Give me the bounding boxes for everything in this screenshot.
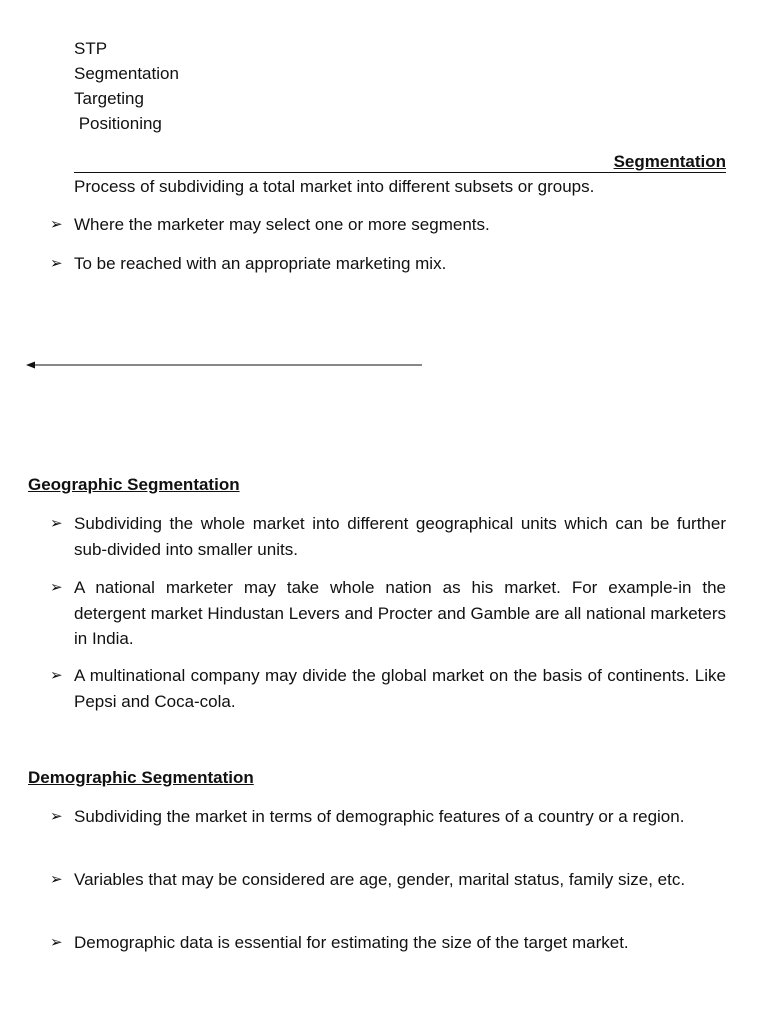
bullet-text: Variables that may be considered are age, gender, marital status, family size, etc. xyxy=(74,870,686,889)
bullet-text: To be reached with an appropriate marketing mix. xyxy=(74,254,447,273)
arrow-bullet-icon: ➢ xyxy=(50,255,63,272)
segmentation-bullet xyxy=(50,212,726,238)
bullet-text: A national marketer may take whole nation as his market. For example-in the detergent market Hindustan Levers and Procter and Gamble are all national marketers in India. xyxy=(74,578,726,648)
arrow-bullet-icon: ➢ xyxy=(50,934,63,951)
bullet-text: Subdividing the whole market into different geographical units which can be further sub-divided into smaller units. xyxy=(74,514,726,559)
geographic-bullet xyxy=(50,511,726,562)
demographic-bullet xyxy=(50,804,726,830)
demographic-bullet xyxy=(50,930,726,956)
intro-line-targeting: Targeting xyxy=(74,89,144,108)
geographic-bullet xyxy=(50,663,726,714)
arrow-bullet-icon: ➢ xyxy=(50,579,63,596)
arrow-bullet-icon: ➢ xyxy=(50,667,63,684)
bullet-text: A multinational company may divide the global market on the basis of continents. Like Pepsi and Coca-cola. xyxy=(74,666,726,711)
segmentation-definition: Process of subdividing a total market into different subsets or groups. xyxy=(74,177,595,196)
arrow-bullet-icon: ➢ xyxy=(50,871,63,888)
intro-line-segmentation: Segmentation xyxy=(74,64,179,83)
demographic-bullet xyxy=(50,867,726,893)
segmentation-title: Segmentation xyxy=(613,152,726,171)
arrow-bullet-icon: ➢ xyxy=(50,216,63,233)
arrow-bullet-icon: ➢ xyxy=(50,515,63,532)
arrow-bullet-icon: ➢ xyxy=(50,808,63,825)
demographic-heading: Demographic Segmentation xyxy=(28,768,254,787)
bullet-text: Subdividing the market in terms of demographic features of a country or a region. xyxy=(74,807,685,826)
intro-line-stp: STP xyxy=(74,39,108,58)
geographic-heading: Geographic Segmentation xyxy=(28,475,240,494)
bullet-text: Where the marketer may select one or more segments. xyxy=(74,215,490,234)
bullet-text: Demographic data is essential for estimating the size of the target market. xyxy=(74,933,629,952)
segmentation-bullet xyxy=(50,251,726,277)
left-arrow-icon xyxy=(26,358,426,372)
intro-line-positioning: Positioning xyxy=(74,114,162,133)
geographic-bullet xyxy=(50,575,726,652)
